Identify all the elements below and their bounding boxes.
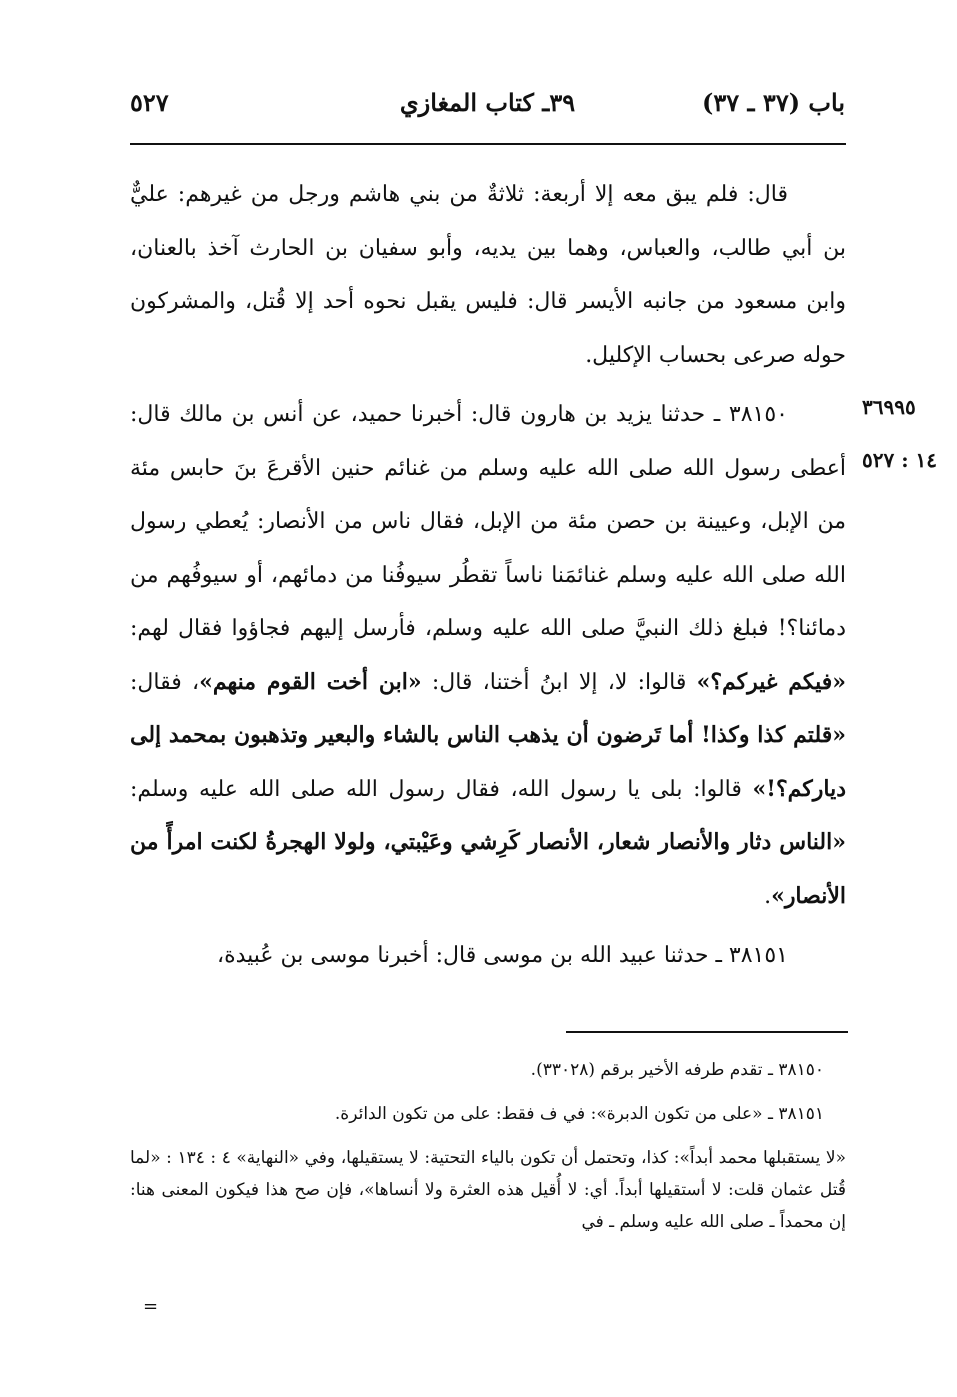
book-title: ٣٩ـ كتاب المغازي (399, 88, 576, 117)
main-text (130, 168, 846, 983)
page-header (130, 88, 845, 132)
hadith-text: قالوا: بلى يا رسول الله، فقال رسول الله صلى الله عليه وسلم: (130, 776, 753, 802)
paragraph-narration-end: قال: فلم يبق معه إلا أربعة: ثلاثةٌ من بني هاشم ورجل من غيرهم: عليٌّ بن أبي طالب، والعباس، وهما بين يديه، وأبو سفيان بن الحارث آخذ بالعنان، وابن مسعود من جانبه الأيسر قال: فليس يقبل نحوه أحد إلا قُتل، والمشركون حوله صرعى بحساب الإكليل. (130, 182, 846, 368)
margin-ref-hadith-number: ٣٦٩٩٥ (862, 395, 916, 419)
footnote-commentary: «لا يستقبلها محمد أبداً»: كذا، وتحتمل أن تكون بالياء التحتية: لا يستقيلها، وفي «النهاية» ٤ : ١٣٤ : «لما قُتل عثمان قلت: لا أستقيلها أبداً. أي: لا أُقيل هذه العثرة ولا أنساها»، فإن صح هذا فيكون المعنى هنا: إن محمداً ـ صلى الله عليه وسلم ـ في (130, 1148, 847, 1232)
continuation-mark: = (143, 1296, 159, 1317)
chapter-label: باب (٣٧ ـ ٣٧) (702, 88, 845, 117)
hadith-text: ٣٨١٥٠ ـ حدثنا يزيد بن هارون قال: أخبرنا حميد، عن أنس بن مالك قال: أعطى رسول الله صلى الله عليه وسلم من غنائم حنين الأقرعَ بنَ حابس مئة من الإبل، وعيينة بن حصن مئة من الإبل، فقال ناس من الأنصار: يُعطي رسول الله صلى الله عليه وسلم غنائمَنا ناساً تقطُر سيوفُنا من دمائهم، أو سيوفُهم من دمائنا؟! فبلغ ذلك النبيَّ صلى الله عليه وسلم، فأرسل إليهم فجاؤوا فقال لهم: (130, 402, 846, 641)
margin-ref-volume-page: ١٤ : ٥٢٧ (862, 448, 938, 472)
prophet-quote: «ابن أخت القوم منهم» (199, 668, 422, 695)
page-number: ٥٢٧ (130, 88, 169, 117)
footnotes (130, 1054, 846, 1238)
header-divider (130, 143, 846, 145)
prophet-quote: «فيكم غيركم؟» (696, 668, 846, 695)
paragraph-hadith-38150 (130, 388, 846, 923)
footnote-38151: ٣٨١٥١ ـ «على من تكون الدبرة»: في ف فقط: على من تكون الدائرة. (334, 1104, 824, 1124)
hadith-text: قالوا: لا، إلا ابنُ أختنا، قال: (421, 669, 697, 695)
paragraph-hadith-38151: ٣٨١٥١ ـ حدثنا عبيد الله بن موسى قال: أخبرنا موسى بن عُبيدة، (216, 943, 788, 968)
hadith-text: ، فقال: (130, 669, 200, 695)
prophet-quote: «قلتم كذا وكذا! أما تَرضون أن يذهب الناس بالشاء والبعير وتذهبون بمحمد إلى دياركم؟!» (130, 722, 846, 802)
prophet-quote: «الناس دثار والأنصار شعار، الأنصار كَرِشي وعَيْبتي، ولولا الهجرةُ لكنت امرأً من الأنصار» (130, 829, 846, 909)
footnote-38150: ٣٨١٥٠ ـ تقدم طرفه الأخير برقم (٣٣٠٢٨). (530, 1060, 824, 1080)
hadith-text: . (764, 883, 772, 909)
footnote-divider (566, 1031, 848, 1033)
